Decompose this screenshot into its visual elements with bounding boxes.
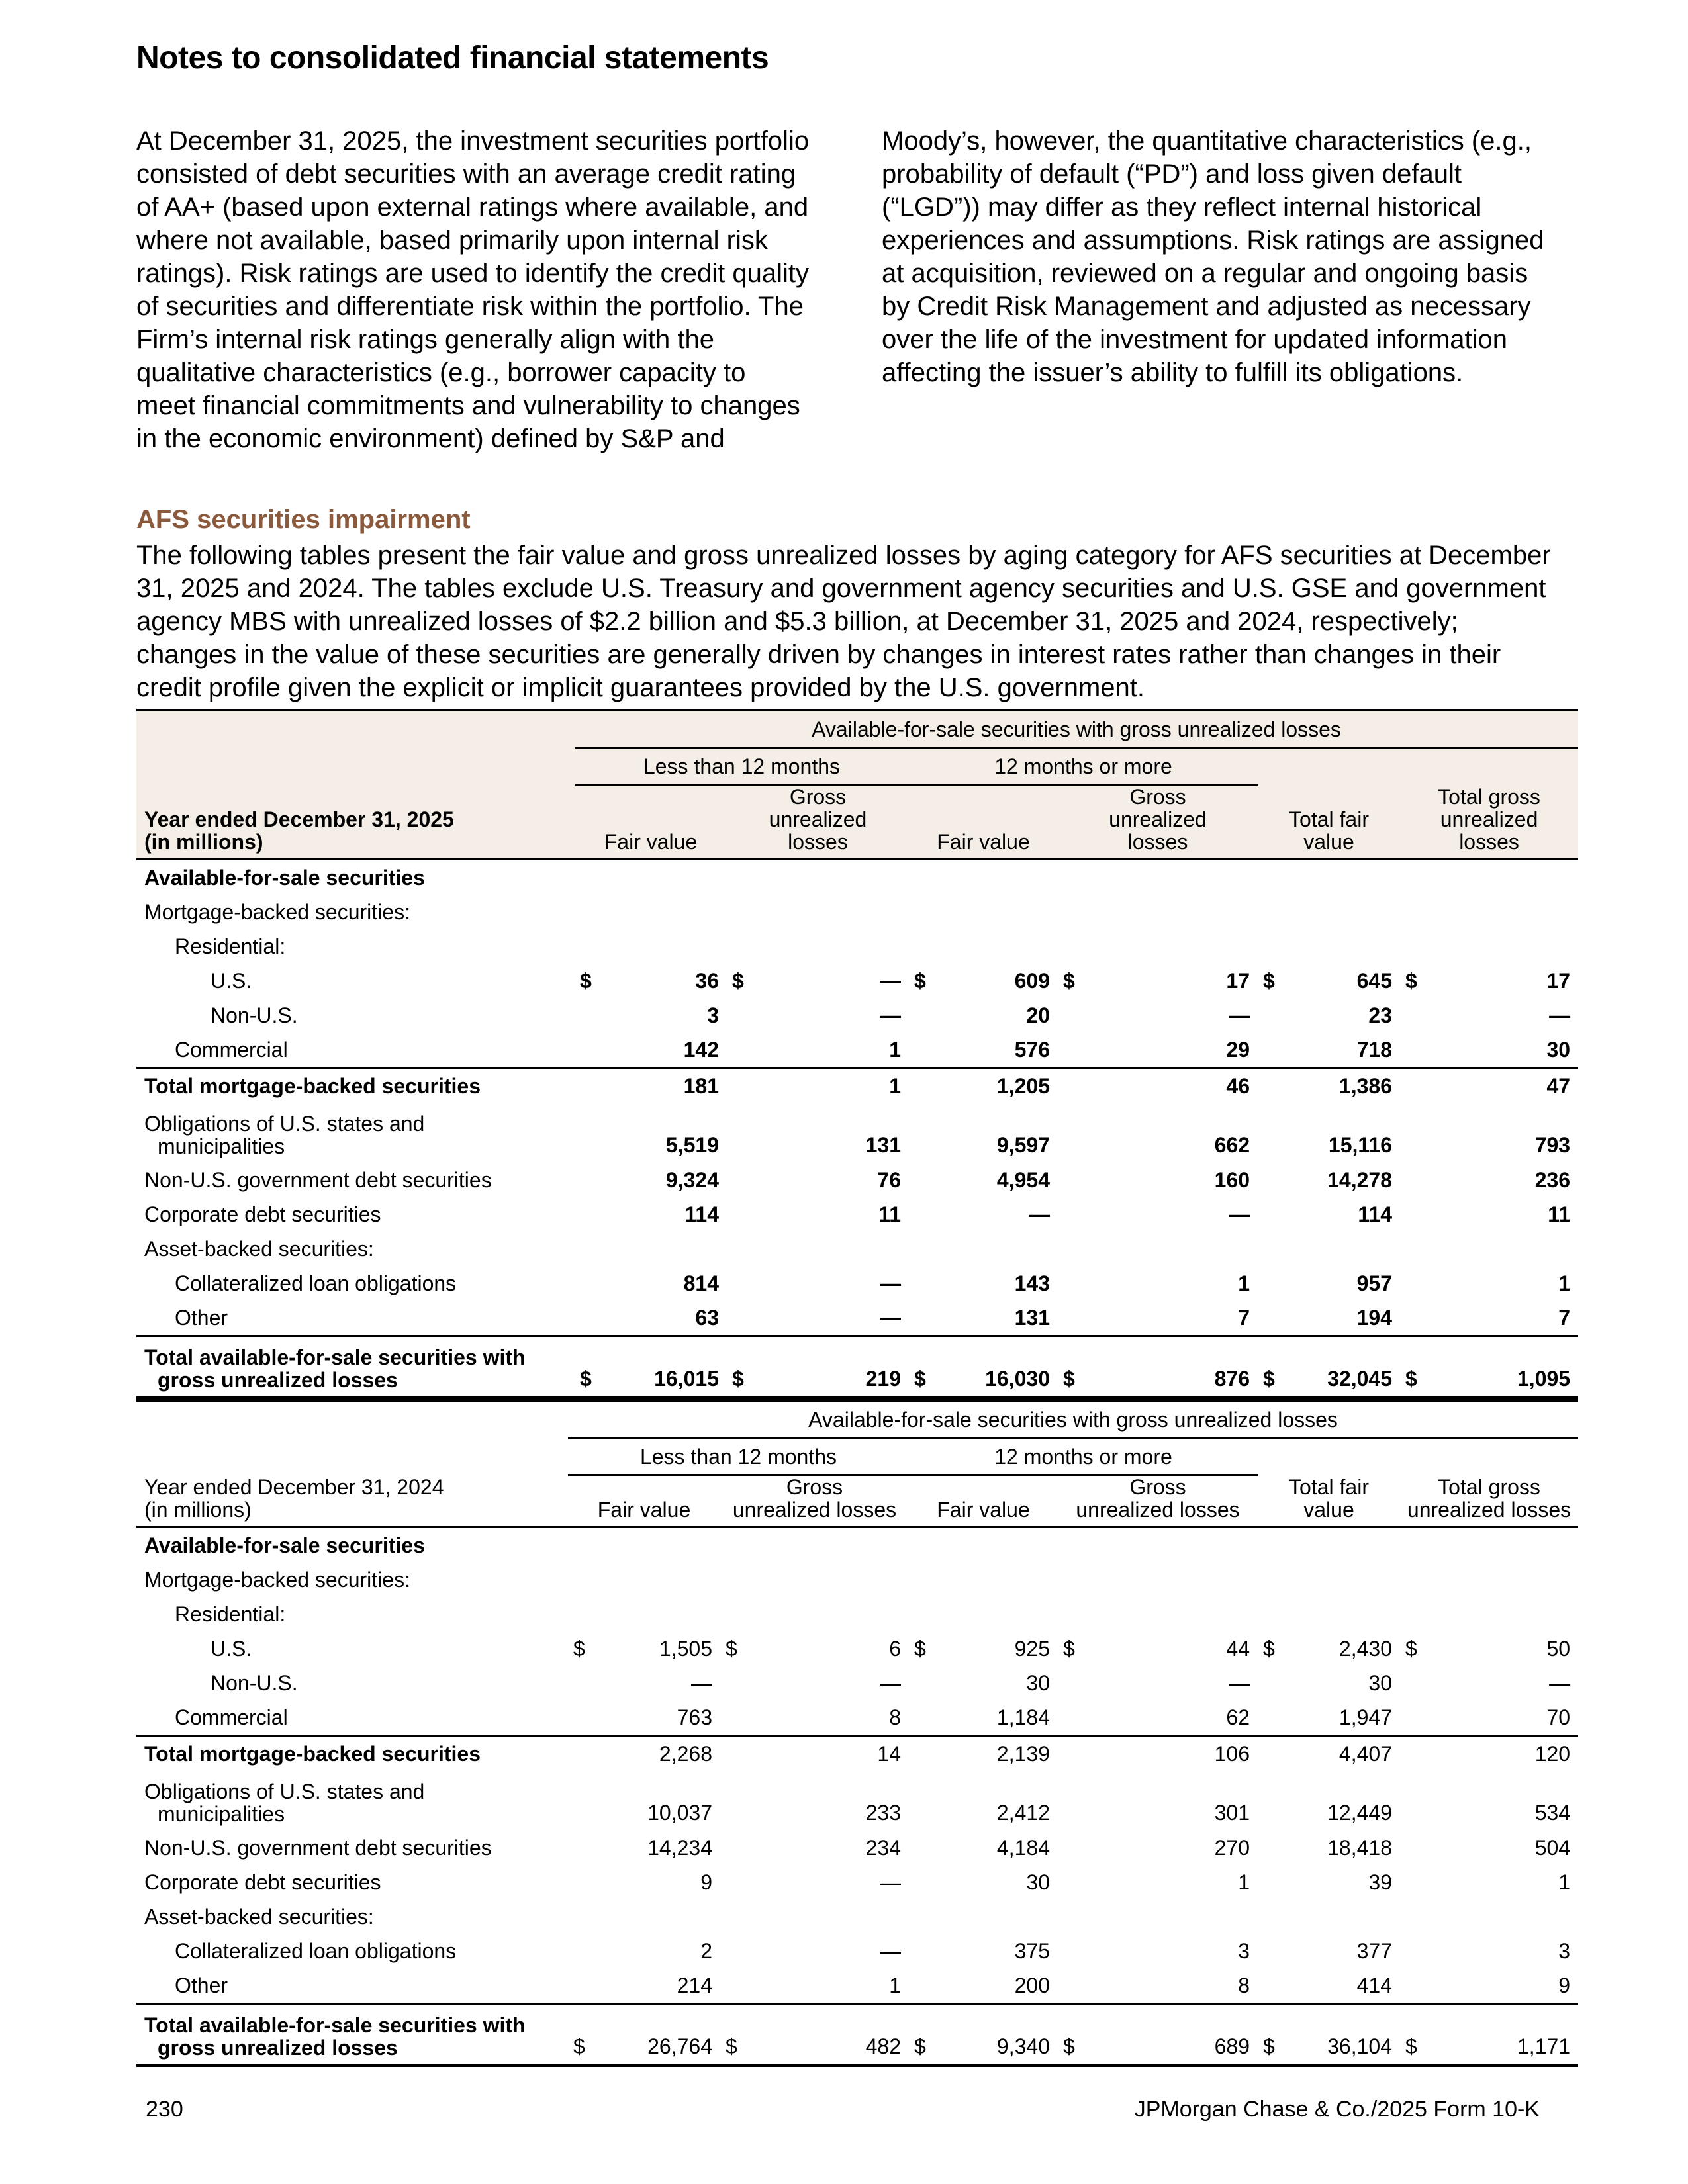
group-header-less-than-12-months: Less than 12 months (575, 749, 909, 785)
col-header-gross-unrealized-lt12: Gross unrealized losses (727, 785, 909, 860)
table-row: Obligations of U.S. states and municipalities 10,037 233 2,412 301 12,449 534 (144, 1780, 1571, 1826)
table-row-total: Total available-for-sale securities with gross unrealized losses $ 26,764 $ 482 $ 9,340 $ 689 $ 36,104 $ 1,171 (136, 2004, 1578, 2066)
table-row-total: Total available-for-sale securities with gross unrealized losses $ 16,015 $ 219 $ 16,030 $ 876 $ 32,045 $ 1,095 (136, 1336, 1578, 1398)
col-header-fair-value-gt12: Fair value (909, 1475, 1058, 1527)
intro-left-column (136, 124, 812, 455)
publication-footer: JPMorgan Chase & Co./2025 Form 10-K (1134, 2097, 1540, 2122)
table-row: Other 214 1 200 8 414 9 (175, 1973, 1571, 1997)
table-row: Residential: (175, 1602, 286, 1626)
section-heading: AFS securities impairment (136, 505, 471, 534)
table-header-blank (136, 710, 575, 749)
col-header-gross-unrealized-gt12: Gross unrealized losses (1058, 785, 1258, 860)
col-header-gross-unrealized-gt12: Gross unrealized losses (1058, 1475, 1258, 1527)
table-row: Asset-backed securities: (144, 1904, 374, 1929)
table-row-subtotal: Total mortgage-backed securities 2,268 14 2,139 106 4,407 120 (136, 1736, 1578, 1772)
table-row: Available-for-sale securities (144, 865, 425, 889)
afs-impairment-table-2025 (136, 709, 1571, 1399)
table-row: Available-for-sale securities (144, 1533, 425, 1557)
table-span-header: Available-for-sale securities with gross unrealized losses (568, 1400, 1578, 1439)
table-row: Corporate debt securities 9 — 30 1 39 1 (144, 1870, 1571, 1894)
intro-right-column (882, 124, 1557, 389)
col-header-total-fair-value: Total fair value (1258, 1475, 1400, 1527)
table-row: Mortgage-backed securities: (144, 1567, 410, 1592)
table-row: Non-U.S. government debt securities 14,234 234 4,184 270 18,418 504 (144, 1835, 1571, 1860)
table-row: U.S. $ 36 $ — $ 609 $ 17 $ 645 $ 17 (211, 968, 1571, 993)
table-row: Collateralized loan obligations 814 — 143 1 957 1 (175, 1271, 1571, 1295)
page-number: 230 (146, 2097, 183, 2122)
col-header-total-gross-unrealized: Total gross unrealized losses (1400, 1475, 1578, 1527)
table-row: Commercial 142 1 576 29 718 30 (175, 1037, 1571, 1062)
table-row: Obligations of U.S. states and municipalities 5,519 131 9,597 662 15,116 793 (144, 1112, 1571, 1158)
table-row-subtotal: Total mortgage-backed securities 181 1 1,205 46 1,386 47 (136, 1068, 1578, 1104)
col-header-total-gross-unrealized: Total gross unrealized losses (1400, 785, 1578, 860)
col-header-fair-value-lt12: Fair value (568, 1475, 720, 1527)
table-row: Other 63 — 131 7 194 7 (175, 1305, 1571, 1330)
table-row: Non-U.S. — — 30 — 30 — (211, 1670, 1571, 1695)
group-header-12-months-or-more: 12 months or more (909, 749, 1258, 785)
afs-impairment-table-2024 (136, 1399, 1571, 2067)
col-header-total-fair-value: Total fair value (1258, 785, 1400, 860)
table-row: Collateralized loan obligations 2 — 375 3 377 3 (175, 1938, 1571, 1963)
table-span-header: Available-for-sale securities with gross unrealized losses (575, 710, 1578, 749)
table-row: Corporate debt securities 114 11 — — 114 11 (144, 1202, 1571, 1226)
table-row: Mortgage-backed securities: (144, 899, 410, 924)
group-header-less-than-12-months: Less than 12 months (568, 1439, 909, 1475)
table-row: Asset-backed securities: (144, 1236, 374, 1261)
col-header-fair-value-gt12: Fair value (909, 785, 1058, 860)
table-row: Non-U.S. 3 — 20 — 23 — (211, 1003, 1571, 1027)
col-header-fair-value-lt12: Fair value (575, 785, 727, 860)
table-row: Non-U.S. government debt securities 9,324 76 4,954 160 14,278 236 (144, 1167, 1571, 1192)
table-row: U.S. $ 1,505 $ 6 $ 925 $ 44 $ 2,430 $ 50 (211, 1636, 1571, 1661)
intro-paragraph-left: At December 31, 2025, the investment securities portfolio consisted of debt securities with an average credit rating of AA+ (based upon external ratings where available, and where not available, based primarily upon internal risk ratings). Risk ratings are used to identify the credit quality of securities and differentiate risk within the portfolio. The Firm’s internal risk ratings generally align with the qualitative characteristics (e.g., borrower capacity to meet financial commitments and vulnerability to changes in the economic environment) defined by S&P and (136, 126, 810, 453)
intro-paragraph-right: Moody’s, however, the quantitative characteristics (e.g., probability of default (“PD”) and loss given default (“LGD”)) may differ as they reflect internal historical experiences and assumptions. Risk ratings are assigned at acquisition, reviewed on a regular and ongoing basis by Credit Risk Management and adjusted as necessary over the life of the investment for updated information affecting the issuer’s ability to fulfill its obligations. (882, 126, 1544, 387)
col-header-gross-unrealized-lt12: Gross unrealized losses (720, 1475, 909, 1527)
page-title: Notes to consolidated financial statements (136, 40, 769, 75)
table-row: Commercial 763 8 1,184 62 1,947 70 (175, 1705, 1571, 1729)
group-header-12-months-or-more: 12 months or more (909, 1439, 1258, 1475)
table-header-blank (136, 1400, 568, 1439)
table-row: Residential: (175, 934, 286, 958)
section-body: The following tables present the fair value and gross unrealized losses by aging category for AFS securities at December 31, 2025 and 2024. The tables exclude U.S. Treasury and government agency securities and U.S. GSE and government agency MBS with unrealized losses of $2.2 billion and $5.3 billion, at December 31, 2025 and 2024, respectively; changes in the value of these securities are generally driven by changes in interest rates rather than changes in their credit profile given the explicit or implicit guarantees provided by the U.S. government. (136, 541, 1551, 702)
table-year-label: Year ended December 31, 2025 (in millions) (136, 785, 575, 860)
table-year-label: Year ended December 31, 2024 (in millions) (136, 1475, 568, 1527)
